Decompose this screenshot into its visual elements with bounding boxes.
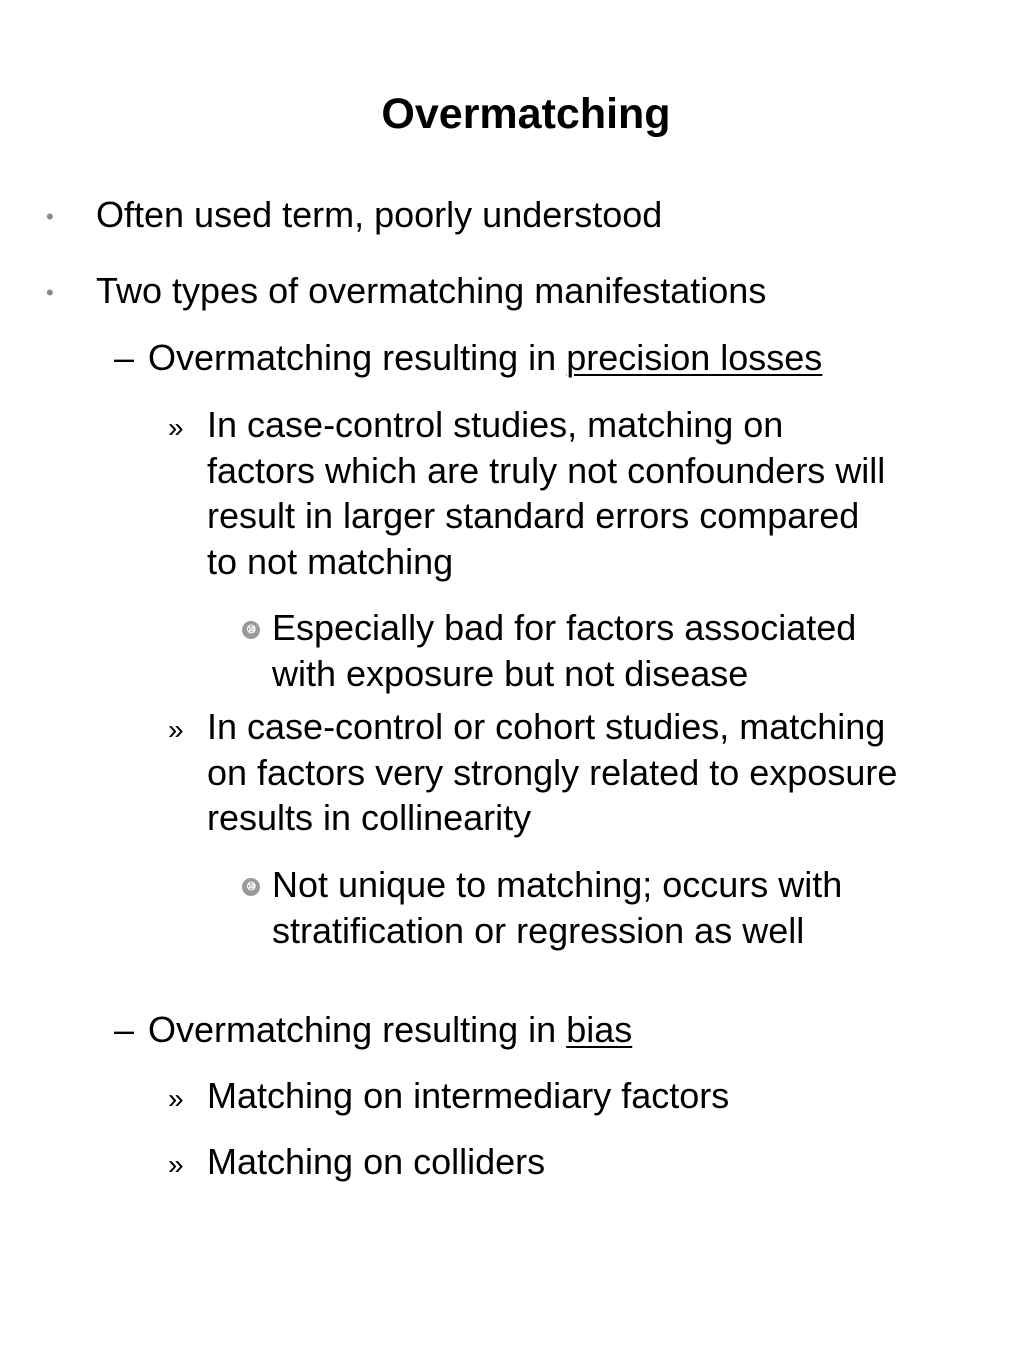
note-item bbox=[0, 862, 1024, 954]
double-chevron-icon: » bbox=[168, 1149, 184, 1180]
slide-title: Overmatching bbox=[381, 90, 671, 138]
note-item bbox=[0, 605, 1024, 697]
point-item bbox=[0, 1073, 1024, 1119]
underlined-term: bias bbox=[566, 1009, 633, 1050]
point-item bbox=[0, 402, 1024, 586]
note-text: Especially bad for factors associated with exposure but not disease bbox=[272, 607, 857, 694]
point-item bbox=[0, 704, 1024, 842]
double-chevron-icon: » bbox=[168, 412, 184, 443]
double-chevron-icon: » bbox=[168, 1083, 184, 1114]
bullet-item bbox=[0, 268, 1024, 314]
circled-ten-icon: ⑩ bbox=[242, 621, 260, 639]
sub-bullet-text bbox=[148, 1007, 968, 1053]
bullet-text: Often used term, poorly understood bbox=[96, 194, 663, 235]
point-text: Matching on intermediary factors bbox=[207, 1075, 730, 1116]
point-text: In case-control studies, matching on factors which are truly not confounders will result in larger standard errors compared to not matching bbox=[207, 404, 886, 582]
sub-bullet-item bbox=[0, 335, 1024, 381]
point-text: In case-control or cohort studies, matching on factors very strongly related to exposure results in collinearity bbox=[207, 706, 898, 838]
sub-bullet-prefix: Overmatching resulting in bbox=[148, 337, 567, 378]
note-text: Not unique to matching; occurs with stratification or regression as well bbox=[272, 864, 843, 951]
bullet-text: Two types of overmatching manifestations bbox=[96, 270, 767, 311]
dash-icon: – bbox=[114, 1009, 135, 1050]
bullet-dot-icon: • bbox=[46, 204, 54, 229]
point-item bbox=[0, 1139, 1024, 1185]
double-chevron-icon: » bbox=[168, 714, 184, 745]
sub-bullet-prefix: Overmatching resulting in bbox=[148, 1009, 567, 1050]
point-text: Matching on colliders bbox=[207, 1141, 546, 1182]
sub-bullet-text bbox=[148, 335, 968, 381]
underlined-term: precision losses bbox=[566, 337, 823, 378]
sub-bullet-item bbox=[0, 1007, 1024, 1053]
bullet-dot-icon: • bbox=[46, 280, 54, 305]
dash-icon: – bbox=[114, 337, 135, 378]
circled-ten-icon: ⑩ bbox=[242, 878, 260, 896]
bullet-item bbox=[0, 192, 1024, 238]
